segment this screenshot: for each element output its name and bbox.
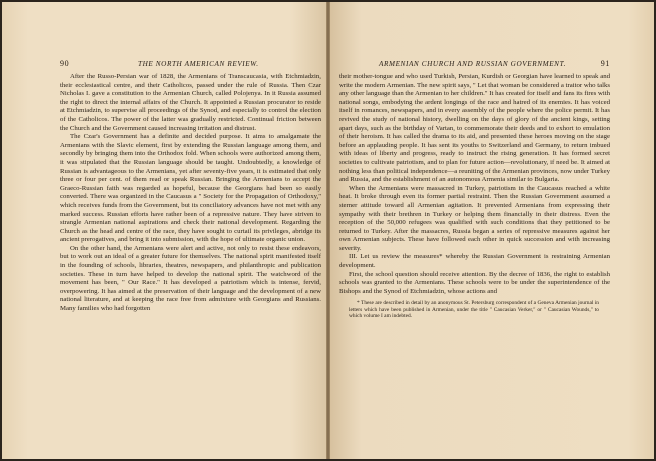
right-running-title: ARMENIAN CHURCH AND RUSSIAN GOVERNMENT. — [379, 60, 567, 68]
right-page — [329, 2, 654, 459]
left-body-text — [60, 73, 321, 314]
left-page-number: 90 — [60, 59, 70, 68]
paragraph: The Czar's Government has a definite and decided purpose. It aims to amalgamate the Armenians with the Slavic element, first by extending the Russian language among them, and secondly by bringing them into the Orthodox fold. When schools were authorized among them, it was stipulated that the Russian language should be taught. Undoubtedly, a knowledge of Russian is advantageous to the Armenians, yet after seventy-five years, it is estimated that only three or four per cent. of them read or speak Russian. Bringing the Armenians to accept the Graeco-Russian faith was regarded as hopeful, because the Georgians had been so easily converted. There was organized in the Caucasus a " Society for the Propagation of Orthodoxy," which receives funds from the Government, but its conciliatory advances have not met with any marked success. Russian efforts have rather been of a repressive nature. They have striven to strangle Armenian national aspirations and check their national development. Regarding the Church as the head and centre of the race, they have sought to curtail its privileges, abridge its ancient prerogatives, and bring it into submission, with the hope of ultimate organic union. — [60, 133, 321, 244]
paragraph: When the Armenians were massacred in Turkey, patriotism in the Caucasus reached a white heat. It broke through even its former partial restraint. Then the Russian Government assumed a sterner attitude toward all Armenian agitation. It prevented Armenians from expressing their sympathy with their brethren in Turkey or helping them financially in their distress. Even the reception of the 50,000 refugees was qualified with such conditions that they petitioned to be returned to Turkey. After the massacres, Russia began a series of repressive measures against her own Armenian subjects. These have followed each other in quick succession and with increasing severity. — [339, 184, 610, 252]
paragraph: On the other hand, the Armenians were alert and active, not only to resist these endeavors, but to work out an ideal of a greater future for themselves. The national spirit manifested itself in the founding of schools, libraries, theatres, newspapers, and philanthropic and publication societies. These in turn have helped to develop the national spirit. The watchword of the movement has been, " Our Race." It has developed a patriotism which is intense, fervid, overpowering. It has aimed at the preservation of their language and the development of a new national literature, and at keeping the race free from admixture with Georgians and Russians. Many families who had forgotten — [60, 244, 321, 313]
right-page-number: 91 — [600, 59, 610, 68]
footnote: * These are described in detail by an anonymous St. Petersburg correspondent of a Geneva Armenian journal in letters which have been published in Armenian, under the title " Caucasian Verker," or " Caucasian Wounds," to which volume I am indebted. — [349, 300, 599, 320]
paragraph: First, the school question should receive attention. By the decree of 1836, the right to establish schools was granted to the Armenians. These schools were to be under the superintendence of the Bishops and the Synod of Etchmiadzin, whose actions and — [339, 270, 610, 295]
right-body-text — [339, 73, 610, 296]
book-gutter — [326, 2, 330, 459]
left-page — [2, 2, 329, 459]
paragraph: III. Let us review the measures* whereby the Russian Government is restraining Armenian development. — [339, 253, 610, 270]
paragraph: After the Russo-Persian war of 1828, the Armenians of Transcaucasia, with Etchmiadzin, their ecclesiastical centre, and their Catholicos, passed under the rule of Russia. Then Czar Nicholas I. gave a constitution to the Armenian Church, called Polojenya. In it Russia assumed the right to direct the internal affairs of the Church. It appointed a Russian procurator to reside at Etchmiadzin, to supervise all proceedings of the Synod, and especially to control the election of the Catholicos. The power of the latter was gradually restricted. Continual friction between the Church and the Government caused increasing irritation and distrust. — [60, 73, 321, 132]
paragraph-continuation: their mother-tongue and who used Turkish, Persian, Kurdish or Georgian have learned to speak and write the modern Armenian. The new spirit says, " Let that woman be considered a traitor who talks any other language than the Armenian to her children." It has created for itself and fans its fires with national songs, embodying the ardent longings of the race and hatred of its enemies. It has voiced itself in romances, newspapers, and in every assembly of the people where the police permit. It has revived the study of national history, dwelling on the days of glory of the ancient kings, setting apart days, such as the birthday of Vartan, to commemorate their deeds and to exhort to emulation of their heroism. It has called the drama to its aid, and presented these heroes moving on the stage before an applauding people. It has sent its youths to Switzerland and Germany, to return imbued with ideas of liberty and progress, ready to instruct the rising generation. It has formed secret societies to cultivate patriotism, and to plan for future action—revolutionary, if need be. It aimed at nothing less than political independence—a reuniting of the Armenian provinces, now under Turkey and Russia, and the establishment of an autonomous Armenia similar to Bulgaria. — [339, 73, 610, 184]
left-running-title: THE NORTH AMERICAN REVIEW. — [138, 60, 259, 68]
